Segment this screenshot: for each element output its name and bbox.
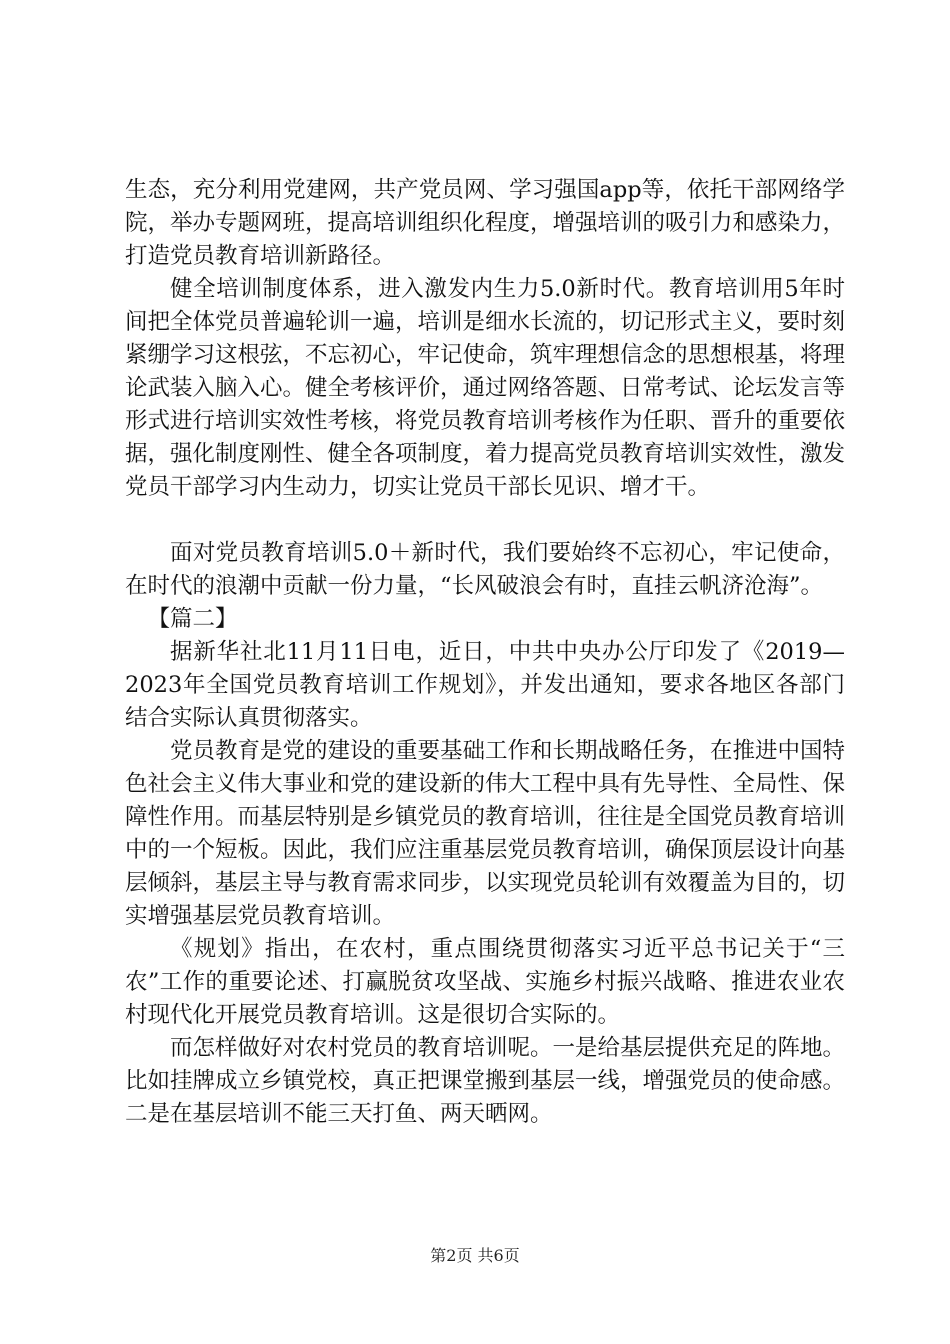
paragraph-plan-rural: 《规划》指出，在农村，重点围绕贯彻落实习近平总书记关于“三农”工作的重要论述、打赢脱贫攻坚战、实施乡村振兴战略、推进农业农村现代化开展党员教育培训。这是很切合实际的。 [125,936,845,1028]
paragraph-party-education: 党员教育是党的建设的重要基础工作和长期战略任务，在推进中国特色社会主义伟大事业和党的建设新的伟大工程中具有先导性、全局性、保障性作用。而基层特别是乡镇党员的教育培训，往往是全国党员教育培训中的一个短板。因此，我们应注重基层党员教育培训，确保顶层设计向基层倾斜，基层主导与教育需求同步，以实现党员轮训有效覆盖为目的，切实增强基层党员教育培训。 [125,738,846,929]
section-heading: 【篇二】 [147,606,238,632]
page-number-footer: 第2页 共6页 [430,1246,520,1265]
paragraph-continuation: 生态，充分利用党建网，共产党员网、学习强国app等，依托干部网络学院，举办专题网班，提高培训组织化程度，增强培训的吸引力和感染力，打造党员教育培训新路径。 [125,177,846,269]
paragraph-new-era: 面对党员教育培训5.0＋新时代，我们要始终不忘初心，牢记使命，在时代的浪潮中贡献一份力量，“长风破浪会有时，直挂云帆济沧海”。 [125,540,845,599]
document-body [125,174,845,1131]
paragraph-training-system: 健全培训制度体系，进入激发内生力5.0新时代。教育培训用5年时间把全体党员普遍轮训一遍，培训是细水长流的，切记形式主义，要时刻紧绷学习这根弦，不忘初心，牢记使命，筑牢理想信念的思想根基，将理论武装入脑入心。健全考核评价，通过网络答题、日常考试、论坛发言等形式进行培训实效性考核，将党员教育培训考核作为任职、晋升的重要依据，强化制度刚性、健全各项制度，着力提高党员教育培训实效性，激发党员干部学习内生动力，切实让党员干部长见识、增才干。 [125,276,846,500]
paragraph-rural-training: 而怎样做好对农村党员的教育培训呢。一是给基层提供充足的阵地。比如挂牌成立乡镇党校，真正把课堂搬到基层一线，增强党员的使命感。二是在基层培训不能三天打鱼、两天晒网。 [125,1035,846,1127]
paragraph-xinhua-news: 据新华社北11月11日电，近日，中共中央办公厅印发了《2019—2023年全国党员教育培训工作规划》，并发出通知，要求各地区各部门结合实际认真贯彻落实。 [125,639,845,731]
